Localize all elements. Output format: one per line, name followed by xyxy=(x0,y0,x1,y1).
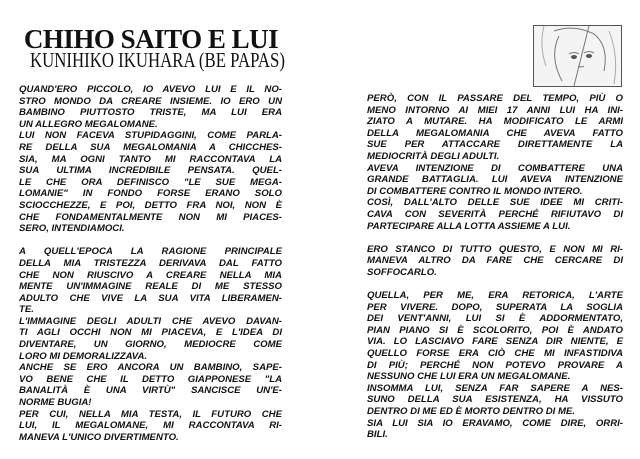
text-line: LUI NON FACEVA STUPIDAGGINI, COME PARLA- xyxy=(19,130,282,142)
manga-illustration xyxy=(533,25,622,87)
text-line: DI COMBATTERE CONTRO IL MONDO INTERO. xyxy=(367,185,583,197)
text-line: A QUELL'EPOCA LA RAGIONE PRINCIPALE xyxy=(19,246,282,258)
text-line: BAMBINO PIUTTOSTO TRISTE, MA LUI ERA xyxy=(19,107,282,119)
text-line: SIA, MA OGNI TANTO MI RACCONTAVA LA xyxy=(19,153,282,165)
text-line: SERO, INTENDIAMOCI. xyxy=(19,223,125,235)
text-line: VIA. LO LASCIAVO FARE SENZA DIR NIENTE, E xyxy=(367,336,623,348)
text-line: DEI VENT'ANNI, LUI SI È ADDORMENTATO, xyxy=(367,313,623,325)
illustration-sketch-icon xyxy=(534,26,621,86)
blank-line xyxy=(367,232,623,244)
text-line: L'IMMAGINE DEGLI ADULTI CHE AVEVO DAVAN- xyxy=(19,315,282,327)
text-line: SUNO DELLA SUA ESISTENZA, HA VISSUTO xyxy=(367,394,623,406)
text-line: COSÌ, DALL'ALTO DELLE SUE IDEE MI CRITI- xyxy=(367,197,623,209)
text-line: PERÒ, CON IL PASSARE DEL TEMPO, PIÙ O xyxy=(367,93,623,104)
text-line: PER CUI, NELLA MIA TESTA, IL FUTURO CHE xyxy=(19,408,282,420)
text-line: UN ALLEGRO MEGALOMANE. xyxy=(19,118,158,130)
text-line: CHE FONDAMENTALMENTE NON MI PIACES- xyxy=(19,211,282,223)
text-line: SUE PER ATTACCARE DIRETTAMENTE LA xyxy=(367,139,623,151)
text-line: MENTE UN'IMMAGINE REALE DI ME STESSO xyxy=(19,281,282,293)
text-line: LUI, IL MEGALOMANE, MI RACCONTAVA RI- xyxy=(19,420,282,432)
text-line: DELLA MIA TRISTEZZA DERIVAVA DAL FATTO xyxy=(19,257,282,269)
text-line: PARTECIPARE ALLA LOTTA ASSIEME A LUI. xyxy=(367,220,571,232)
article-author: KUNIHIKO IKUHARA (BE PAPAS) xyxy=(30,48,285,72)
text-line: PER VIVERE. DOPO, SUPERATA LA SOGLIA xyxy=(367,301,623,313)
text-line: MANEVA ALTRO DA FARE CHE CERCARE DI xyxy=(367,255,623,267)
text-line: ERO STANCO DI TUTTO QUESTO, E NON MI RI- xyxy=(367,243,623,255)
right-text-column xyxy=(367,93,623,441)
blank-line xyxy=(367,279,623,291)
text-line: DENTRO DI ME ED È MORTO DENTRO DI ME. xyxy=(367,406,576,418)
text-line: ZIATO A MUTARE. HA MODIFICATO LE ARMI xyxy=(367,116,623,128)
text-line: ADULTO CHE VIVE LA SUA VITA LIBERAMEN- xyxy=(19,292,282,304)
text-line: SOFFOCARLO. xyxy=(367,266,437,278)
text-line: MANEVA L'UNICO DIVERTIMENTO. xyxy=(19,431,179,443)
text-line: VO BENE CHE IL DETTO GIAPPONESE "LA xyxy=(19,373,282,385)
text-line: GRANDE BATTAGLIA. LUI AVEVA INTENZIONE xyxy=(367,174,623,186)
text-line: ANCHE SE ERO ANCORA UN BAMBINO, SAPE- xyxy=(19,362,282,374)
text-line: DIVENTARE, UN GIORNO, MEDIOCRE COME xyxy=(19,339,282,351)
text-line: BILI. xyxy=(367,429,388,441)
text-line: SIA LUI SIA IO ERAVAMO, COME DIRE, ORRI- xyxy=(367,417,623,429)
text-line: TI AGLI OCCHI NON MI PIACEVA, E L'IDEA DI xyxy=(19,327,282,339)
text-line: CAVA CON SEVERITÀ PERCHÉ RIFIUTAVO DI xyxy=(367,208,623,220)
article-title: CHIHO SAITO E LUI xyxy=(23,24,279,54)
text-line: TE. xyxy=(19,304,34,316)
text-line: NESSUNO CHE LUI ERA UN MEGALOMANE. xyxy=(367,371,571,383)
text-line: QUAND'ERO PICCOLO, IO AVEVO LUI E IL NO- xyxy=(19,84,282,95)
text-line: STRO MONDO DA CREARE INSIEME. IO ERO UN xyxy=(19,95,282,107)
text-line: DELLA MEGALOMANIA CHE AVEVA FATTO xyxy=(367,127,623,139)
text-line: RE DELLA SUA MEGALOMANIA A CHICCHES- xyxy=(19,141,282,153)
blank-line xyxy=(19,235,282,247)
text-line: MEDIOCRITÀ DEGLI ADULTI. xyxy=(367,150,500,162)
text-line: AVEVA INTENZIONE DI COMBATTERE UNA xyxy=(367,162,623,174)
text-line: LE CHE ORA DEFINISCO "LE SUE MEGA- xyxy=(19,176,282,188)
text-line: QUELLO FORSE ERA CIÒ CHE MI INFASTIDIVA xyxy=(367,348,623,360)
text-line: BANALITÀ È UNA VIRTÙ" SANCISCE UN'E- xyxy=(19,385,282,397)
text-line: PIAN PIANO SI È SCOLORITO, POI È ANDATO xyxy=(367,324,623,336)
text-line: INSOMMA LUI, SENZA FAR SAPERE A NES- xyxy=(367,382,623,394)
text-line: LORO MI DEMORALIZZAVA. xyxy=(19,350,148,362)
text-line: QUELLA, PER ME, ERA RETORICA, L'ARTE xyxy=(367,290,623,302)
text-line: SUA ULTIMA INCREDIBILE PENSATA. QUEL- xyxy=(19,165,282,177)
text-line: SCIOCCHEZZE, E POI, DETTO FRA NOI, NON È xyxy=(19,199,282,211)
left-text-column xyxy=(19,84,282,443)
text-line: LOMANIE" IN FONDO FORSE ERANO SOLO xyxy=(19,188,282,200)
text-line: MENO INTORNO AI MIEI 17 ANNI LUI HA INI- xyxy=(367,104,623,116)
text-line: DI PIÙ; PERCHÉ NON POTEVO PROVARE A xyxy=(367,359,623,371)
text-line: NORME BUGIA! xyxy=(19,397,92,409)
text-line: CHE NON RIUSCIVO A CREARE NELLA MIA xyxy=(19,269,282,281)
